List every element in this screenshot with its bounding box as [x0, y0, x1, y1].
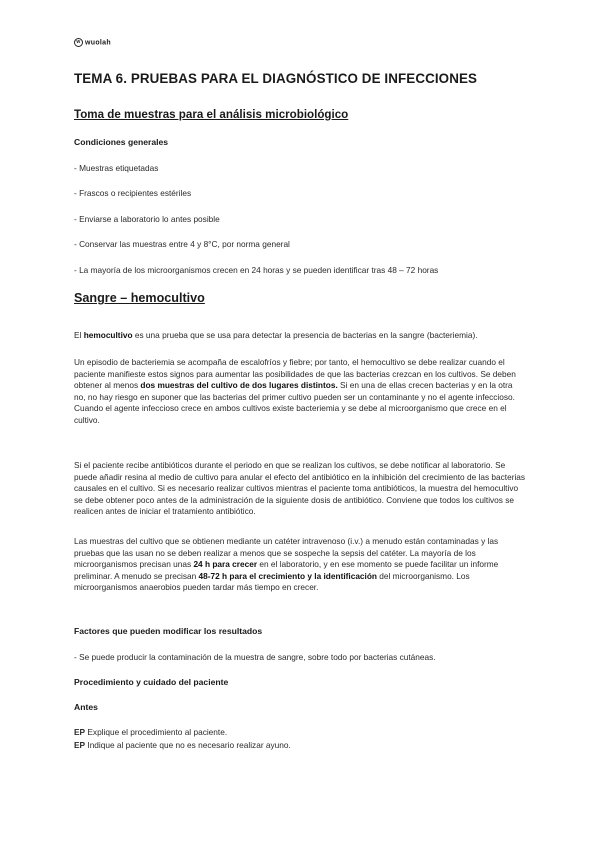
subheading-before: Antes: [74, 702, 98, 712]
section-heading-blood-culture: Sangre – hemocultivo: [74, 291, 205, 305]
wuolah-logo: w wuolah: [74, 38, 111, 47]
list-item: - Frascos o recipientes estériles: [74, 188, 192, 198]
subheading-procedure: Procedimiento y cuidado del paciente: [74, 677, 229, 687]
list-item: - Conservar las muestras entre 4 y 8°C, por norma general: [74, 239, 290, 249]
paragraph-bacteremia: Un episodio de bacteriemia se acompaña de escalofríos y fiebre; por tanto, el hemocultivo se debe realizar cuando el paciente manifieste estos signos para aumentar las posibilidades de que las bacterias crezcan en los cultivos. Se deben obtener al menos dos muestras del cultivo de dos lugares distintos. Si en una de ellas crecen bacterias y en la otra no, no hay riesgo en suponer que las bacterias del primer cultivo pueden ser un contaminante y no el agente infeccioso. Cuando el agente infeccioso crece en ambos cultivos existe bacteriemia y se debe al microorganismo que crece en el cultivo.: [74, 357, 516, 425]
ep-item: EP Explique el procedimiento al paciente.: [74, 727, 228, 737]
list-item: - La mayoría de los microorganismos crecen en 24 horas y se pueden identificar tras 48 – 72 horas: [74, 265, 439, 275]
logo-mark-icon: w: [74, 38, 83, 47]
subheading-factors: Factores que pueden modificar los resultados: [74, 626, 263, 636]
list-item: - Muestras etiquetadas: [74, 163, 159, 173]
paragraph-antibiotics: Si el paciente recibe antibióticos durante el periodo en que se realizan los cultivos, se debe notificar al laboratorio. Se puede añadir resina al medio de cultivo para anular el efecto del antibiótico en la inhibición del crecimiento de las bacterias causales en el cultivo. Si es necesario realizar cultivos mientras el paciente toma antibióticos, la muestra del hemocultivo se debe obtener poco antes de la administración de la siguiente dosis de antibiótico. Conviene que todos los cultivos se realicen antes de iniciar el tratamiento antibiótico.: [74, 460, 526, 517]
subheading-general-conditions: Condiciones generales: [74, 137, 169, 147]
paragraph-definition: El hemocultivo es una prueba que se usa para detectar la presencia de bacterias en la sangre (bacteriemia).: [74, 330, 478, 340]
list-item: - Se puede producir la contaminación de la muestra de sangre, sobre todo por bacterias cutáneas.: [74, 652, 436, 662]
ep-item: EP Indique al paciente que no es necesario realizar ayuno.: [74, 740, 291, 750]
list-item: - Enviarse a laboratorio lo antes posible: [74, 214, 220, 224]
paragraph-catheter: Las muestras del cultivo que se obtienen mediante un catéter intravenoso (i.v.) a menudo están contaminadas y las pruebas que las usan no se deben realizar a menos que se sospeche la sepsis del catéter. La mayoría de los microorganismos precisan unas 24 h para crecer en el laboratorio, y en ese momento se puede facilitar un informe preliminar. A menudo se precisan 48-72 h para el crecimiento y la identificación del microorganismo. Los microorganismos anaerobios pueden tardar más tiempo en crecer.: [74, 536, 499, 593]
page-title: TEMA 6. PRUEBAS PARA EL DIAGNÓSTICO DE INFECCIONES: [74, 71, 478, 86]
section-heading-sampling: Toma de muestras para el análisis microbiológico: [74, 108, 349, 121]
